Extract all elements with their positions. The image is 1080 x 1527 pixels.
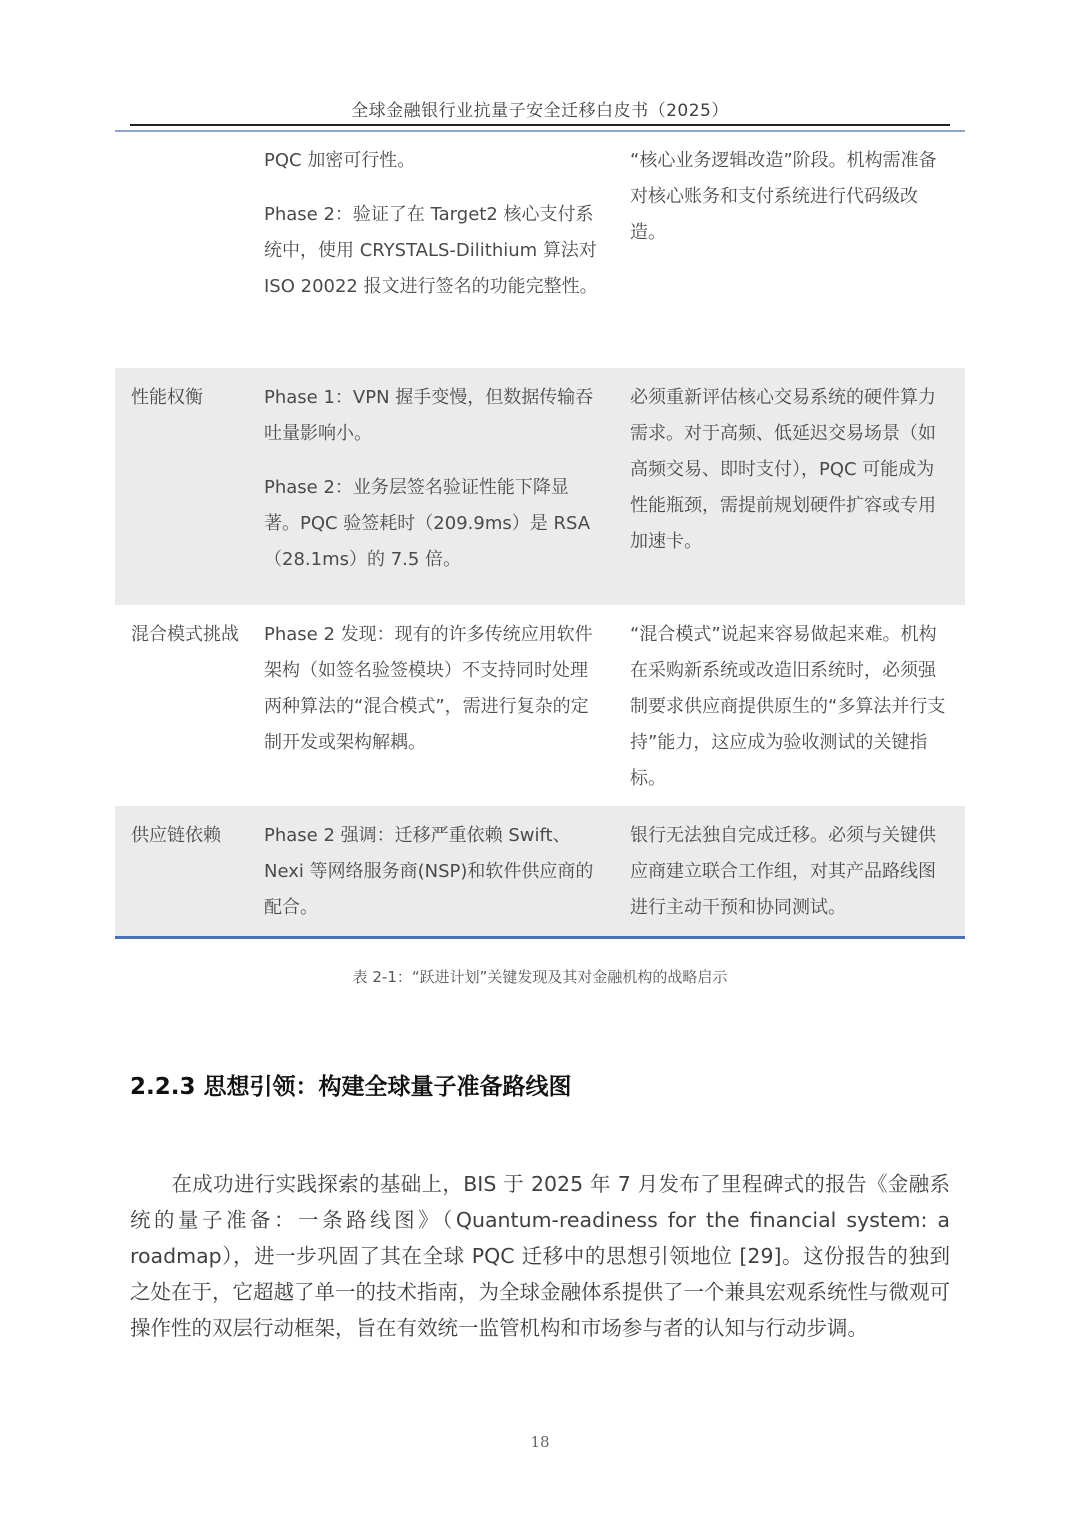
finding-paragraph: Phase 1：VPN 握手变慢，但数据传输吞吐量影响小。	[264, 387, 594, 444]
row-findings	[248, 368, 614, 605]
page-number: 18	[530, 1433, 550, 1451]
page-header-title: 全球金融银行业抗量子安全迁移白皮书（2025）	[351, 101, 729, 121]
row-implication: 必须重新评估核心交易系统的硬件算力需求。对于高频、低延迟交易场景（如高频交易、即时支付），PQC 可能成为性能瓶颈，需提前规划硬件扩容或专用加速卡。	[630, 387, 936, 552]
table-caption: 表 2-1：“跃进计划”关键发现及其对金融机构的战略启示	[352, 968, 728, 986]
row-findings	[248, 605, 614, 806]
row-implication: 银行无法独自完成迁移。必须与关键供应商建立联合工作组，对其产品路线图进行主动干预和协同测试。	[630, 825, 936, 918]
body-paragraph	[130, 1166, 950, 1346]
findings-table	[115, 135, 965, 936]
finding-paragraph: PQC 加密可行性。	[264, 150, 416, 171]
table-row	[115, 135, 965, 368]
row-category: 性能权衡	[131, 387, 203, 408]
table-row	[115, 368, 965, 605]
row-implication: “混合模式”说起来容易做起来难。机构在采购新系统或改造旧系统时，必须强制要求供应商提供原生的“多算法并行支持”能力，这应成为验收测试的关键指标。	[630, 624, 946, 789]
finding-paragraph: Phase 2：验证了在 Target2 核心支付系统中，使用 CRYSTALS-Dilithium 算法对 ISO 20022 报文进行签名的功能完整性。	[264, 204, 598, 297]
table-row	[115, 806, 965, 936]
paragraph-text: 在成功进行实践探索的基础上，BIS 于 2025 年 7 月发布了里程碑式的报告《金融系统的量子准备：一条路线图》（Quantum-readiness for the financial system: a roadmap），进一步巩固了其在全球 PQC 迁移中的思想引领地位 [29]。这份报告的独到之处在于，它超越了单一的技术指南，为全球金融体系提供了一个兼具宏观系统性与微观可操作性的双层行动框架，旨在有效统一监管机构和市场参与者的认知与行动步调。	[130, 1172, 950, 1340]
finding-paragraph: Phase 2 发现：现有的许多传统应用软件架构（如签名验签模块）不支持同时处理两种算法的“混合模式”，需进行复杂的定制开发或架构解耦。	[264, 624, 593, 753]
finding-paragraph: Phase 2：业务层签名验证性能下降显著。PQC 验签耗时（209.9ms）是 RSA（28.1ms）的 7.5 倍。	[264, 477, 591, 570]
row-category	[115, 135, 248, 368]
row-category: 混合模式挑战	[131, 624, 239, 645]
finding-paragraph: Phase 2 强调：迁移严重依赖 Swift、Nexi 等网络服务商(NSP)和软件供应商的配合。	[264, 825, 594, 918]
header-rule-blue	[115, 130, 965, 132]
row-category: 供应链依赖	[131, 825, 221, 846]
header-rule-dark	[130, 124, 950, 126]
table-row	[115, 605, 965, 806]
table-bottom-rule	[115, 936, 965, 939]
row-implication: “核心业务逻辑改造”阶段。机构需准备对核心账务和支付系统进行代码级改造。	[630, 150, 937, 243]
section-heading: 2.2.3 思想引领：构建全球量子准备路线图	[130, 1074, 572, 1100]
row-findings	[248, 135, 614, 368]
row-findings	[248, 806, 614, 936]
